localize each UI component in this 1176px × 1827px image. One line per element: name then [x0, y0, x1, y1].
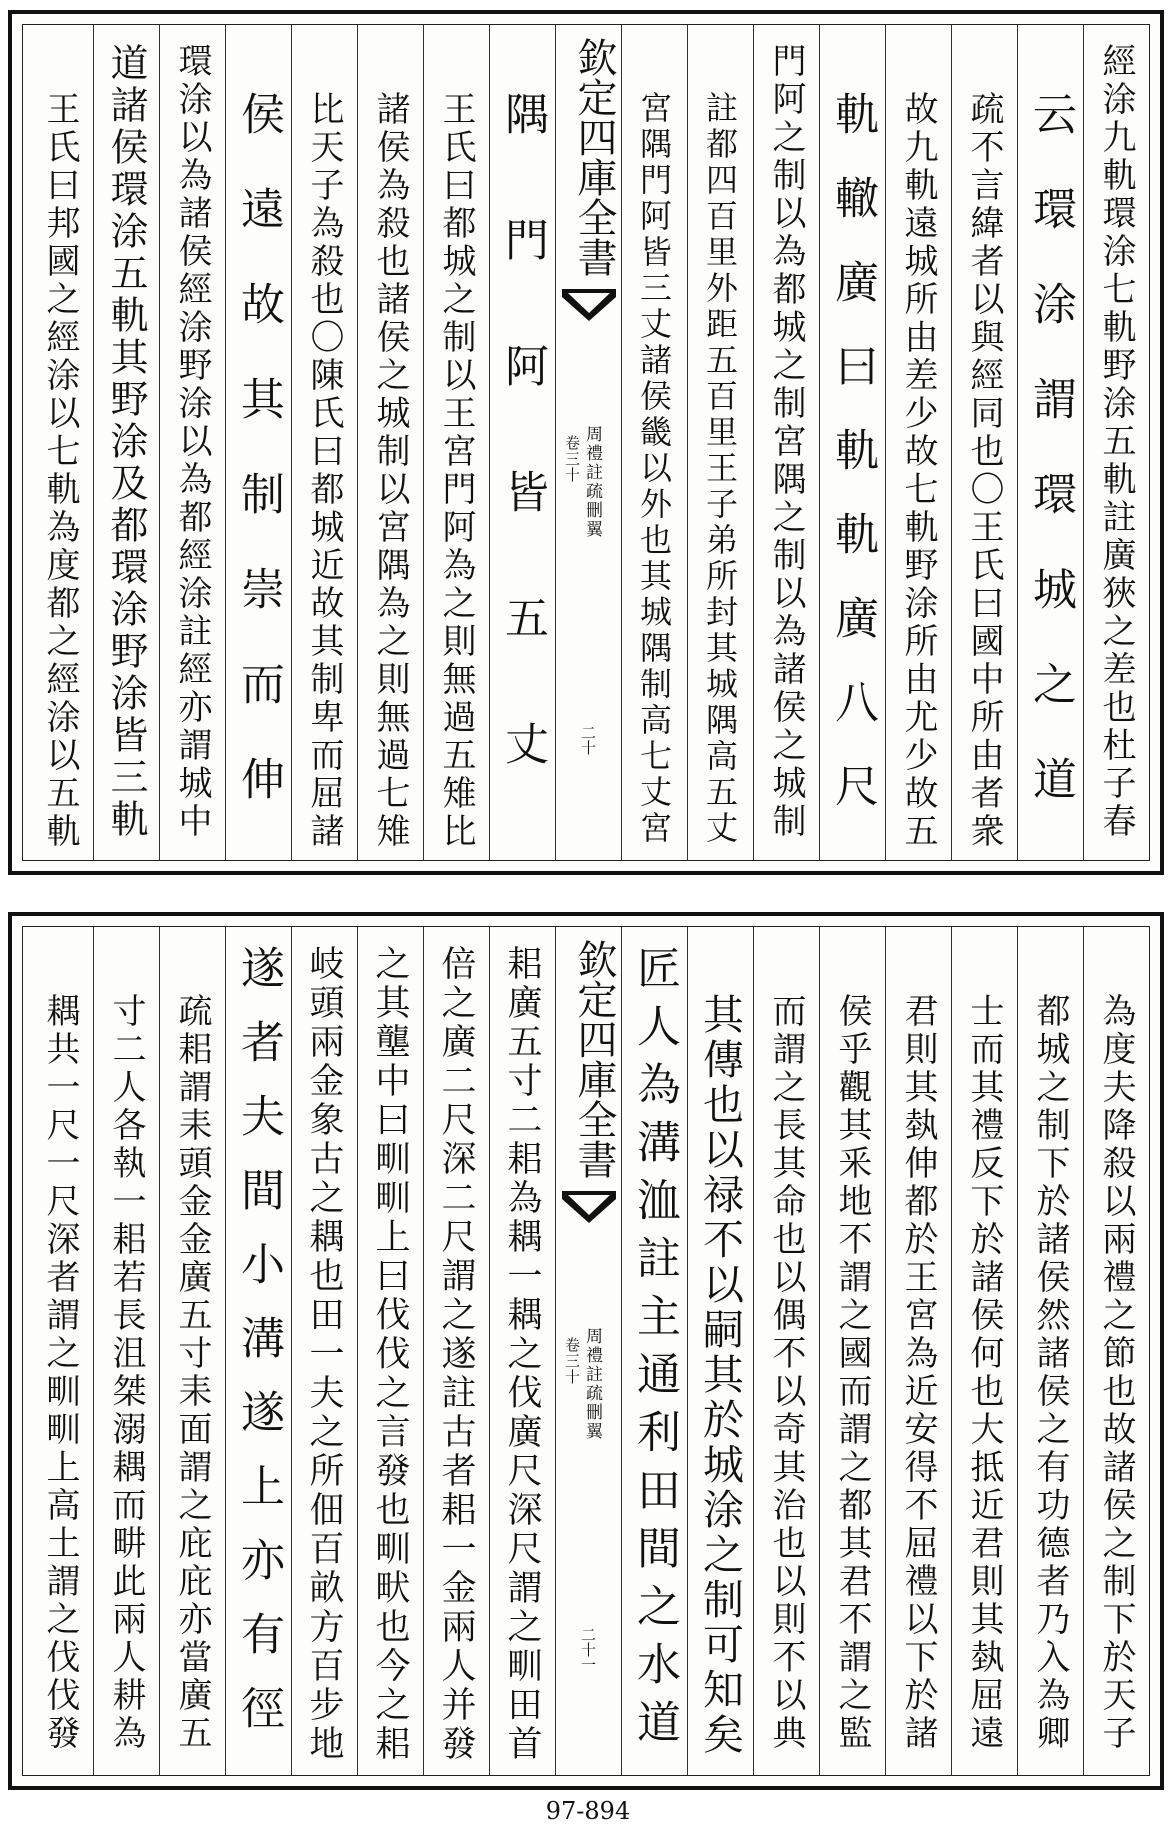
bottom-page-columns	[22, 926, 1150, 1776]
column-text: 君則其埶伸都於王宮為近安得不屈禮以下於諸	[898, 993, 938, 1753]
book-name: 周禮註疏刪翼	[582, 425, 602, 539]
fish-tail-mark-icon	[560, 1189, 618, 1229]
text-column	[1083, 927, 1149, 1775]
center-gutter	[555, 927, 621, 1775]
column-text: 疏耜謂耒頭金金廣五寸耒面謂之庇庇亦當廣五	[172, 993, 212, 1753]
column-text: 其傳也以禄不以嗣其於城涂之制可知矣	[696, 993, 744, 1758]
column-text: 云環涂謂環城之道	[1025, 91, 1076, 851]
column-text: 之其壟中曰甽甽上曰伐伐之言發也甽畎也今之耜	[370, 945, 410, 1764]
text-column	[753, 927, 819, 1775]
column-text: 故九軌遠城所由差少故七軌野涂所由尤少故五	[898, 91, 938, 851]
column-text: 寸二人各執一耜若長沮桀溺耦而畊此兩人耕為	[106, 993, 146, 1753]
text-column	[489, 25, 555, 860]
text-column	[159, 927, 225, 1775]
text-column	[489, 927, 555, 1775]
column-text: 王氏曰邦國之經涂以七軌為度都之經涂以五軌	[40, 91, 80, 851]
text-column	[951, 927, 1017, 1775]
text-column	[621, 25, 687, 860]
column-text: 岐頭兩金象古之耦也田一夫之所佃百畝方百步地	[304, 945, 344, 1764]
text-column	[819, 927, 885, 1775]
column-text: 環涂以為諸侯經涂野涂以為都經涂註經亦謂城中	[172, 43, 212, 841]
text-column	[1083, 25, 1149, 860]
text-column	[885, 927, 951, 1775]
leaf-number: 二十	[579, 725, 597, 755]
series-title: 欽定四庫全書	[571, 939, 617, 1179]
top-page-frame	[8, 10, 1164, 875]
column-text: 比天子為殺也〇陳氏曰都城近故其制卑而屈諸	[304, 91, 344, 851]
volume-number: 卷三十	[563, 435, 581, 483]
bottom-page-frame	[8, 912, 1164, 1790]
column-text: 諸侯為殺也諸侯之城制以宮隅為之則無過七雉	[370, 91, 410, 851]
text-column	[159, 25, 225, 860]
volume-number: 卷三十	[563, 1337, 581, 1385]
text-column	[423, 25, 489, 860]
series-title: 欽定四庫全書	[571, 37, 617, 277]
column-text: 門阿之制以為都城之制宮隅之制以為諸侯之城制	[766, 43, 806, 841]
book-name: 周禮註疏刪翼	[582, 1327, 602, 1441]
column-text: 耦共一尺一尺深者謂之甽甽上高土謂之伐伐發	[40, 993, 80, 1753]
column-text: 侯乎觀其釆地不謂之國而謂之都其君不謂之監	[832, 993, 872, 1753]
text-column	[621, 927, 687, 1775]
text-column	[93, 927, 159, 1775]
column-text: 道諸侯環涂五軌其野涂及都環涂野涂皆三軌	[104, 43, 148, 841]
column-text: 軌轍廣曰軌軌廣八尺	[827, 91, 878, 847]
text-column	[291, 927, 357, 1775]
column-text: 耜廣五寸二耜為耦一耦之伐廣尺深尺謂之甽田首	[502, 945, 542, 1764]
column-text: 而謂之長其命也以偶不以奇其治也以則不以典	[766, 993, 806, 1753]
text-column	[1017, 927, 1083, 1775]
column-text: 王氏曰都城之制以王宮門阿為之則無過五雉比	[436, 91, 476, 851]
column-text: 宮隅門阿皆三丈諸侯畿以外也其城隅制高七丈宮	[635, 91, 673, 847]
text-column	[1017, 25, 1083, 860]
column-text: 匠人為溝洫註主通利田間之水道	[629, 945, 680, 1757]
column-text: 侯遠故其制崇而伸	[233, 91, 284, 851]
text-column	[27, 927, 93, 1775]
page-number: 97-894	[545, 1797, 631, 1825]
text-column	[687, 25, 753, 860]
center-gutter	[555, 25, 621, 860]
column-text: 為度夫降殺以兩禮之節也故諸侯之制下於天子	[1096, 993, 1136, 1753]
top-page-columns	[22, 24, 1150, 861]
text-column	[885, 25, 951, 860]
column-text: 註都四百里外距五百里王子弟所封其城隅高五丈	[701, 91, 739, 847]
text-column	[951, 25, 1017, 860]
text-column	[687, 927, 753, 1775]
text-column	[93, 25, 159, 860]
leaf-number: 二十一	[579, 1627, 597, 1672]
text-column	[423, 927, 489, 1775]
column-text: 士而其禮反下於諸侯何也大抵近君則其埶屈遠	[964, 993, 1004, 1753]
text-column	[357, 927, 423, 1775]
text-column	[357, 25, 423, 860]
text-column	[753, 25, 819, 860]
column-text: 倍之廣二尺深二尺謂之遂註古者耜一金兩人并發	[436, 945, 476, 1764]
column-text: 隅門阿皆五丈	[497, 91, 548, 847]
text-column	[27, 25, 93, 860]
column-text: 遂者夫間小溝遂上亦有徑	[233, 945, 284, 1759]
column-text: 經涂九軌環涂七軌野涂五軌註廣狹之差也杜子春	[1096, 43, 1136, 841]
column-text: 疏不言緯者以與經同也〇王氏曰國中所由者衆	[964, 91, 1004, 851]
fish-tail-mark-icon	[560, 287, 618, 327]
text-column	[291, 25, 357, 860]
column-text: 都城之制下於諸侯然諸侯之有功德者乃入為卿	[1030, 993, 1070, 1753]
text-column	[819, 25, 885, 860]
text-column	[225, 25, 291, 860]
text-column	[225, 927, 291, 1775]
